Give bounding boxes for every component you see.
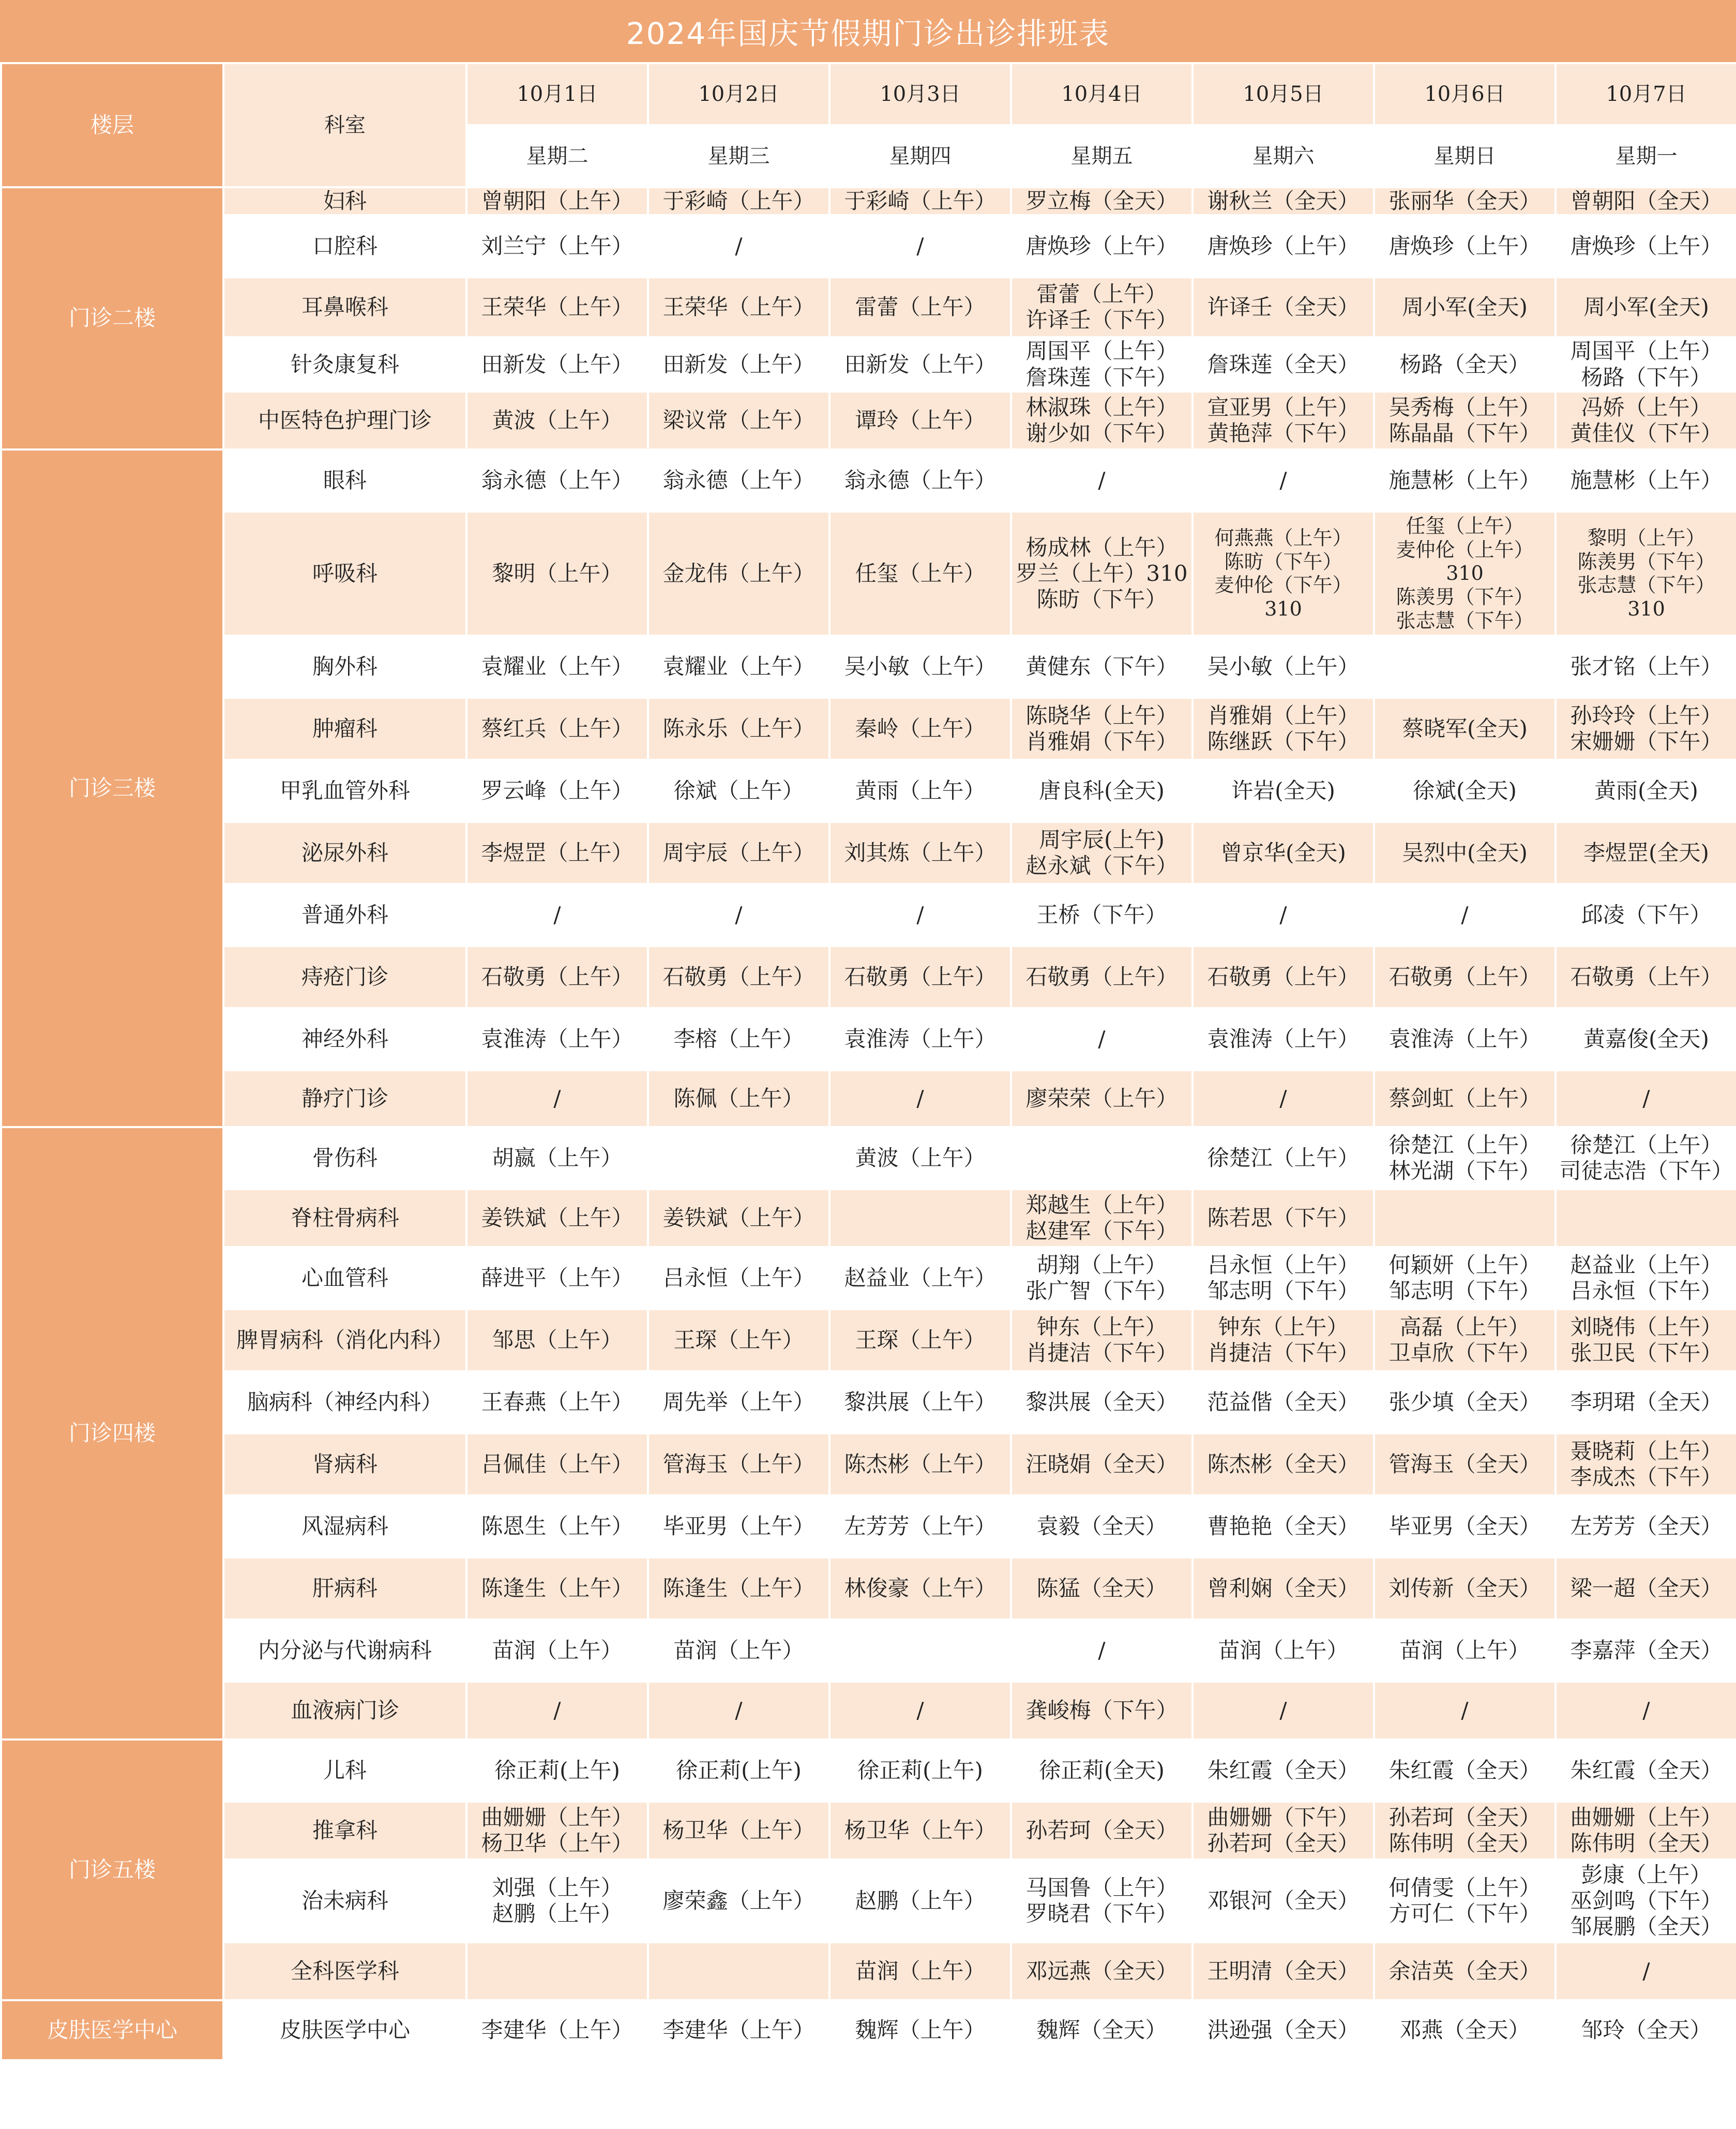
schedule-cell: 曾利娴（全天） [1192,1557,1374,1620]
schedule-cell: 黄波（上午） [829,1127,1011,1189]
schedule-cell: 于彩崎（上午） [829,187,1011,215]
schedule-cell: 林俊豪（上午） [829,1557,1011,1620]
schedule-cell: 梁一超（全天） [1556,1557,1736,1620]
schedule-cell: 徐楚江（上午） 司徒志浩（下午） [1556,1127,1736,1189]
schedule-cell: 余洁英（全天） [1374,1942,1556,2000]
schedule-cell: 袁淮涛（上午） [466,1008,648,1070]
schedule-cell: 魏辉（全天） [1011,2000,1192,2060]
schedule-cell: 石敬勇（上午） [648,946,829,1008]
schedule-cell: 蔡晓军(全天) [1374,698,1556,760]
schedule-cell: / [1011,1008,1192,1070]
date-header: 10月5日 [1192,63,1374,125]
schedule-cell: / [1374,1682,1556,1740]
table-row [1,884,1736,946]
schedule-cell: 黎洪展（全天） [1011,1371,1192,1433]
schedule-cell: 彭康（上午） 巫剑鸣（下午） 邹展鹏（全天） [1556,1860,1736,1942]
schedule-cell: 朱红霞（全天） [1192,1740,1374,1802]
schedule-cell: 石敬勇（上午） [1374,946,1556,1008]
dept-cell: 血液病门诊 [223,1682,466,1740]
schedule-cell: 曹艳艳（全天） [1192,1495,1374,1557]
schedule-cell [829,1620,1011,1682]
schedule-cell: / [1192,449,1374,512]
schedule-cell: / [648,884,829,946]
schedule-cell: 徐正莉(上午) [648,1740,829,1802]
date-header: 10月6日 [1374,63,1556,125]
schedule-cell: 蔡剑虹（上午） [1374,1070,1556,1127]
schedule-cell [466,1942,648,2000]
schedule-cell: 田新发（上午） [829,337,1011,392]
schedule-cell: 吴秀梅（上午） 陈晶晶（下午） [1374,392,1556,449]
schedule-cell [1374,1189,1556,1247]
schedule-cell: 徐楚江（上午） [1192,1127,1374,1189]
schedule-cell: 雷蕾（上午） [829,277,1011,337]
schedule-cell: 石敬勇（上午） [1011,946,1192,1008]
dept-cell: 肿瘤科 [223,698,466,760]
schedule-cell: 黄雨（上午） [829,760,1011,822]
schedule-cell: 赵鹏（上午） [829,1860,1011,1942]
schedule-cell: 刘晓伟（上午） 张卫民（下午） [1556,1309,1736,1371]
schedule-cell: 陈逢生（上午） [466,1557,648,1620]
schedule-cell: 徐斌(全天) [1374,760,1556,822]
schedule-cell: 袁毅（全天） [1011,1495,1192,1557]
schedule-cell: 罗立梅（全天） [1011,187,1192,215]
schedule-cell: 左芳芳（上午） [829,1495,1011,1557]
schedule-cell: 徐正莉(上午) [829,1740,1011,1802]
schedule-cell: 田新发（上午） [648,337,829,392]
schedule-cell: 许译壬（全天） [1192,277,1374,337]
table-row [1,277,1736,337]
date-header: 10月3日 [829,63,1011,125]
dept-cell: 推拿科 [223,1802,466,1860]
floor-cell: 门诊三楼 [1,449,223,1127]
schedule-cell: 曾朝阳（全天） [1556,187,1736,215]
schedule-cell: 陈杰彬（全天） [1192,1433,1374,1495]
schedule-cell: 许岩(全天) [1192,760,1374,822]
schedule-cell: 朱红霞（全天） [1556,1740,1736,1802]
schedule-cell: 李榕（上午） [648,1008,829,1070]
schedule-cell: 黎明（上午） 陈羡男（下午） 张志慧（下午） 310 [1556,512,1736,636]
table-row [1,1371,1736,1433]
floor-header: 楼层 [1,63,223,187]
schedule-cell: 秦岭（上午） [829,698,1011,760]
schedule-cell: 金龙伟（上午） [648,512,829,636]
schedule-cell: 王桥（下午） [1011,884,1192,946]
schedule-cell: 黄嘉俊(全天) [1556,1008,1736,1070]
table-row [1,2000,1736,2060]
schedule-cell [648,1942,829,2000]
table-row [1,1070,1736,1127]
weekday-header: 星期六 [1192,125,1374,187]
schedule-cell: 邓远燕（全天） [1011,1942,1192,2000]
floor-cell: 门诊二楼 [1,187,223,449]
schedule-cell: 袁耀业（上午） [466,636,648,698]
schedule-cell: 钟东（上午） 肖捷洁（下午） [1011,1309,1192,1371]
schedule-cell: 袁淮涛（上午） [1192,1008,1374,1070]
schedule-cell [1556,1189,1736,1247]
schedule-body [1,187,1736,2060]
dept-cell: 呼吸科 [223,512,466,636]
schedule-cell: 谢秋兰（全天） [1192,187,1374,215]
schedule-cell: 宣亚男（上午） 黄艳萍（下午） [1192,392,1374,449]
schedule-cell: 曾朝阳（上午） [466,187,648,215]
schedule-cell [1011,1127,1192,1189]
schedule-cell: 张丽华（全天） [1374,187,1556,215]
schedule-cell: 吴烈中(全天) [1374,822,1556,884]
schedule-cell: 吕永恒（上午） 邹志明（下午） [1192,1247,1374,1309]
schedule-cell: 曲姗姗（下午） 孙若珂（全天） [1192,1802,1374,1860]
dept-cell: 内分泌与代谢病科 [223,1620,466,1682]
schedule-cell: 詹珠莲（全天） [1192,337,1374,392]
schedule-cell: 任玺（上午） [829,512,1011,636]
table-row [1,1433,1736,1495]
schedule-cell: 吴小敏（上午） [829,636,1011,698]
schedule-cell: 曾京华(全天) [1192,822,1374,884]
schedule-cell: 刘兰宁（上午） [466,215,648,277]
schedule-cell: 王荣华（上午） [648,277,829,337]
dept-cell: 中医特色护理门诊 [223,392,466,449]
table-row [1,1620,1736,1682]
schedule-cell: 龚峻梅（下午） [1011,1682,1192,1740]
schedule-cell: 黄健东（下午） [1011,636,1192,698]
schedule-cell: 王琛（上午） [829,1309,1011,1371]
table-row [1,1247,1736,1309]
schedule-cell: 陈佩（上午） [648,1070,829,1127]
weekday-header: 星期四 [829,125,1011,187]
schedule-cell: 邹玲（全天） [1556,2000,1736,2060]
schedule-cell: 王明清（全天） [1192,1942,1374,2000]
schedule-cell: 孙玲玲（上午） 宋姗姗（下午） [1556,698,1736,760]
schedule-cell: 陈晓华（上午） 肖雅娟（下午） [1011,698,1192,760]
date-header: 10月1日 [466,63,648,125]
schedule-cell: 唐焕珍（上午） [1011,215,1192,277]
dept-header: 科室 [223,63,466,187]
dept-cell: 风湿病科 [223,1495,466,1557]
schedule-cell: 毕亚男（上午） [648,1495,829,1557]
table-row [1,1309,1736,1371]
schedule-cell: 刘传新（全天） [1374,1557,1556,1620]
schedule-cell: 陈永乐（上午） [648,698,829,760]
schedule-cell: 曲姗姗（上午） 陈伟明（全天） [1556,1802,1736,1860]
schedule-cell: 唐焕珍（上午） [1192,215,1374,277]
dept-cell: 痔疮门诊 [223,946,466,1008]
dept-cell: 耳鼻喉科 [223,277,466,337]
schedule-cell: 周小军(全天) [1556,277,1736,337]
schedule-cell: 周国平（上午） 詹珠莲（下午） [1011,337,1192,392]
schedule-cell: 刘其炼（上午） [829,822,1011,884]
schedule-cell: 左芳芳（全天） [1556,1495,1736,1557]
table-row [1,215,1736,277]
table-row [1,1740,1736,1802]
dept-cell: 治未病科 [223,1860,466,1942]
schedule-cell: 苗润（上午） [1192,1620,1374,1682]
schedule-cell: 黎明（上午） [466,512,648,636]
schedule-cell: 吕佩佳（上午） [466,1433,648,1495]
dept-cell: 全科医学科 [223,1942,466,2000]
schedule-cell: 冯娇（上午） 黄佳仪（下午） [1556,392,1736,449]
schedule-cell: / [648,1682,829,1740]
schedule-cell: 徐正莉(上午) [466,1740,648,1802]
schedule-cell: 唐焕珍（上午） [1374,215,1556,277]
table-row [1,1942,1736,2000]
floor-cell: 门诊五楼 [1,1740,223,2000]
table-row [1,1860,1736,1942]
schedule-cell: 徐斌（上午） [648,760,829,822]
dept-cell: 骨伤科 [223,1127,466,1189]
schedule-cell: 陈猛（全天） [1011,1557,1192,1620]
schedule-cell: 周国平（上午） 杨路（下午） [1556,337,1736,392]
dept-cell: 泌尿外科 [223,822,466,884]
schedule-cell: / [1192,884,1374,946]
schedule-cell: 石敬勇（上午） [1556,946,1736,1008]
schedule-cell: 肖雅娟（上午） 陈继跃（下午） [1192,698,1374,760]
weekday-header: 星期一 [1556,125,1736,187]
schedule-cell: 蔡红兵（上午） [466,698,648,760]
schedule-cell: 周宇辰(上午) 赵永斌（下午） [1011,822,1192,884]
schedule-cell: 姜铁斌（上午） [466,1189,648,1247]
schedule-cell: 李建华（上午） [648,2000,829,2060]
schedule-cell: 陈逢生（上午） [648,1557,829,1620]
schedule-cell: 李玥珺（全天） [1556,1371,1736,1433]
dept-cell: 心血管科 [223,1247,466,1309]
dept-cell: 肝病科 [223,1557,466,1620]
table-row [1,1189,1736,1247]
schedule-cell: 袁耀业（上午） [648,636,829,698]
schedule-cell: 徐楚江（上午） 林光湖（下午） [1374,1127,1556,1189]
schedule-cell: 石敬勇（上午） [829,946,1011,1008]
schedule-cell: 陈恩生（上午） [466,1495,648,1557]
schedule-cell: 邱凌（下午） [1556,884,1736,946]
schedule-cell: 周先举（上午） [648,1371,829,1433]
schedule-cell [648,1127,829,1189]
schedule-cell: / [1192,1682,1374,1740]
schedule-cell: 施慧彬（上午） [1556,449,1736,512]
table-row [1,822,1736,884]
schedule-table [0,62,1736,2061]
dept-cell: 针灸康复科 [223,337,466,392]
schedule-cell: 范益偕（全天） [1192,1371,1374,1433]
schedule-cell: / [829,884,1011,946]
table-row [1,1127,1736,1189]
date-header: 10月7日 [1556,63,1736,125]
schedule-cell: 管海玉（上午） [648,1433,829,1495]
schedule-cell: 邹思（上午） [466,1309,648,1371]
schedule-cell: / [1556,1070,1736,1127]
schedule-cell: 石敬勇（上午） [1192,946,1374,1008]
schedule-cell: 钟东（上午） 肖捷洁（下午） [1192,1309,1374,1371]
weekday-header: 星期五 [1011,125,1192,187]
date-header: 10月2日 [648,63,829,125]
table-row [1,512,1736,636]
schedule-cell: 郑越生（上午） 赵建军（下午） [1011,1189,1192,1247]
schedule-cell: 张少填（全天） [1374,1371,1556,1433]
weekday-header: 星期日 [1374,125,1556,187]
schedule-cell: 谭玲（上午） [829,392,1011,449]
schedule-cell: 苗润（上午） [466,1620,648,1682]
schedule-cell: 毕亚男（全天） [1374,1495,1556,1557]
table-row [1,1495,1736,1557]
schedule-cell: 吕永恒（上午） [648,1247,829,1309]
schedule-cell: 梁议常（上午） [648,392,829,449]
schedule-cell: 张才铭（上午） [1556,636,1736,698]
schedule-cell: 黄雨(全天) [1556,760,1736,822]
date-header: 10月4日 [1011,63,1192,125]
schedule-cell: 周宇辰（上午） [648,822,829,884]
dept-cell: 儿科 [223,1740,466,1802]
schedule-cell: 魏辉（上午） [829,2000,1011,2060]
schedule-cell: 马国鲁（上午） 罗晓君（下午） [1011,1860,1192,1942]
schedule-cell: / [648,215,829,277]
schedule-cell: 李建华（上午） [466,2000,648,2060]
schedule-cell: / [829,1682,1011,1740]
table-row [1,449,1736,512]
dept-cell: 脊柱骨病科 [223,1189,466,1247]
schedule-cell: / [1011,1620,1192,1682]
schedule-cell: 何燕燕（上午） 陈昉（下午） 麦仲伦（下午） 310 [1192,512,1374,636]
schedule-cell: / [1556,1942,1736,2000]
dept-cell: 皮肤医学中心 [223,2000,466,2060]
schedule-cell: 胡嬴（上午） [466,1127,648,1189]
dept-cell: 口腔科 [223,215,466,277]
schedule-cell: 袁淮涛（上午） [1374,1008,1556,1070]
schedule-cell: 廖荣荣（上午） [1011,1070,1192,1127]
schedule-cell: 孙若珂（全天） [1011,1802,1192,1860]
schedule-cell: 石敬勇（上午） [466,946,648,1008]
schedule-cell: 邓银河（全天） [1192,1860,1374,1942]
schedule-cell: 朱红霞（全天） [1374,1740,1556,1802]
dept-cell: 胸外科 [223,636,466,698]
schedule-cell: 何倩雯（上午） 方可仁（下午） [1374,1860,1556,1942]
schedule-cell: / [1374,884,1556,946]
schedule-cell: 林淑珠（上午） 谢少如（下午） [1011,392,1192,449]
schedule-cell: 徐正莉(全天) [1011,1740,1192,1802]
schedule-cell: 何颖妍（上午） 邹志明（下午） [1374,1247,1556,1309]
table-row [1,337,1736,392]
table-row [1,392,1736,449]
schedule-cell: 曲姗姗（上午） 杨卫华（上午） [466,1802,648,1860]
schedule-cell: 周小军(全天) [1374,277,1556,337]
table-row [1,636,1736,698]
table-row [1,698,1736,760]
weekday-header: 星期三 [648,125,829,187]
schedule-cell: 罗云峰（上午） [466,760,648,822]
floor-cell: 皮肤医学中心 [1,2000,223,2060]
schedule-cell: 杨卫华（上午） [829,1802,1011,1860]
schedule-cell: 王春燕（上午） [466,1371,648,1433]
table-row [1,1802,1736,1860]
schedule-cell: / [829,1070,1011,1127]
schedule-cell [829,1189,1011,1247]
schedule-cell: 胡翔（上午） 张广智（下午） [1011,1247,1192,1309]
schedule-cell: 苗润（上午） [648,1620,829,1682]
schedule-cell: 薛进平（上午） [466,1247,648,1309]
schedule-cell: 陈若思（下午） [1192,1189,1374,1247]
schedule-cell: 洪逊强（全天） [1192,2000,1374,2060]
table-row [1,1557,1736,1620]
schedule-cell: / [829,215,1011,277]
schedule-cell: 汪晓娟（全天） [1011,1433,1192,1495]
schedule-cell: 任玺（上午） 麦仲伦（上午） 310 陈羡男（下午） 张志慧（下午） [1374,512,1556,636]
table-row [1,946,1736,1008]
schedule-cell: 翁永德（上午） [648,449,829,512]
schedule-cell: 王琛（上午） [648,1309,829,1371]
schedule-cell: / [1192,1070,1374,1127]
schedule-cell: 袁淮涛（上午） [829,1008,1011,1070]
schedule-cell: 苗润（上午） [829,1942,1011,2000]
floor-cell: 门诊四楼 [1,1127,223,1740]
schedule-cell: 李嘉萍（全天） [1556,1620,1736,1682]
schedule-cell: 黄波（上午） [466,392,648,449]
table-row [1,760,1736,822]
schedule-cell: / [466,1070,648,1127]
schedule-cell: / [466,884,648,946]
dept-cell: 普通外科 [223,884,466,946]
schedule-cell: 吴小敏（上午） [1192,636,1374,698]
schedule-cell: 雷蕾（上午） 许译壬（下午） [1011,277,1192,337]
page-title: 2024年国庆节假期门诊出诊排班表 [0,0,1736,62]
schedule-cell: 唐良科(全天) [1011,760,1192,822]
schedule-cell: 邓燕（全天） [1374,2000,1556,2060]
schedule-cell [1374,636,1556,698]
schedule-cell: 孙若珂（全天） 陈伟明（全天） [1374,1802,1556,1860]
table-row [1,1008,1736,1070]
dept-cell: 甲乳血管外科 [223,760,466,822]
schedule-cell: / [1556,1682,1736,1740]
schedule-cell: 翁永德（上午） [466,449,648,512]
dept-cell: 肾病科 [223,1433,466,1495]
schedule-cell: 高磊（上午） 卫卓欣（下午） [1374,1309,1556,1371]
schedule-cell: 田新发（上午） [466,337,648,392]
schedule-cell: 聂晓莉（上午） 李成杰（下午） [1556,1433,1736,1495]
schedule-cell: 赵益业（上午） [829,1247,1011,1309]
schedule-cell: 姜铁斌（上午） [648,1189,829,1247]
schedule-cell: 赵益业（上午） 吕永恒（下午） [1556,1247,1736,1309]
schedule-cell: 唐焕珍（上午） [1556,215,1736,277]
schedule-cell: 杨卫华（上午） [648,1802,829,1860]
schedule-cell: 杨成林（上午） 罗兰（上午）310 陈昉（下午） [1011,512,1192,636]
schedule-cell: 李煜罡（上午） [466,822,648,884]
schedule-cell: 管海玉（全天） [1374,1433,1556,1495]
dept-cell: 神经外科 [223,1008,466,1070]
dept-cell: 妇科 [223,187,466,215]
schedule-cell: / [1011,449,1192,512]
table-row [1,1682,1736,1740]
schedule-cell: 苗润（上午） [1374,1620,1556,1682]
dept-cell: 脑病科（神经内科） [223,1371,466,1433]
schedule-cell: 陈杰彬（上午） [829,1433,1011,1495]
schedule-cell: 廖荣鑫（上午） [648,1860,829,1942]
schedule-cell: 于彩崎（上午） [648,187,829,215]
schedule-cell: 杨路（全天） [1374,337,1556,392]
dept-cell: 脾胃病科（消化内科） [223,1309,466,1371]
schedule-cell: 黎洪展（上午） [829,1371,1011,1433]
schedule-cell: 刘强（上午） 赵鹏（上午） [466,1860,648,1942]
table-row [1,187,1736,215]
schedule-cell: 翁永德（上午） [829,449,1011,512]
dept-cell: 眼科 [223,449,466,512]
dept-cell: 静疗门诊 [223,1070,466,1127]
schedule-cell: 王荣华（上午） [466,277,648,337]
schedule-cell: 李煜罡(全天) [1556,822,1736,884]
weekday-header: 星期二 [466,125,648,187]
schedule-cell: 施慧彬（上午） [1374,449,1556,512]
schedule-cell: / [466,1682,648,1740]
